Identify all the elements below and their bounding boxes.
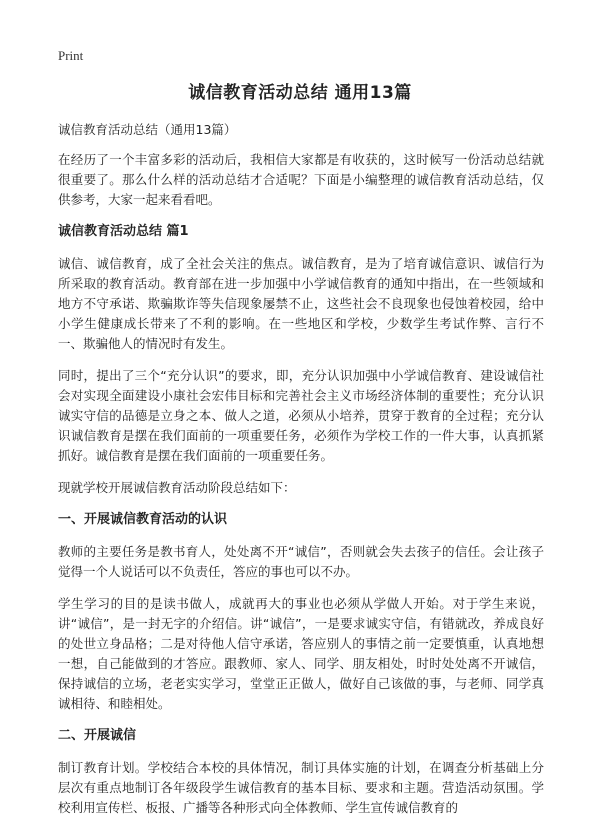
document-body xyxy=(58,120,544,828)
intro-paragraph: 在经历了一个丰富多彩的活动后，我相信大家都是有收获的，这时候写一份活动总结就很重要了。那么什么样的活动总结才合适呢？下面是小编整理的诚信教育活动总结，仅供参考，大家一起来看看吧。 xyxy=(58,152,544,207)
paragraph: 教师的主要任务是教书育人，处处离不开“诚信”，否则就会失去孩子的信任。会让孩子觉得一个人说话可以不负责任，答应的事也可以不办。 xyxy=(58,544,544,579)
paragraph: 现就学校开展诚信教育活动阶段总结如下： xyxy=(58,480,296,495)
document-title: 诚信教育活动总结 通用13篇 xyxy=(188,83,412,103)
paragraph: 制订教育计划。学校结合本校的具体情况，制订具体实施的计划，在调查分析基础上分层次有重点地制订各年级段学生诚信教育的基本目标、要求和主题。营造活动氛围。学校利用宣传栏、板报、广播等各种形式向全体教师、学生宣传诚信教育的 xyxy=(58,760,544,815)
document-subtitle: 诚信教育活动总结（通用13篇） xyxy=(58,122,237,137)
paragraph: 学生学习的目的是读书做人，成就再大的事业也必须从学做人开始。对于学生来说，讲“诚信”，是一封无字的介绍信。讲“诚信”，一是要求诚实守信，有错就改，养成良好的处世立身品格；二是对待他人信守承诺，答应别人的事情之前一定要慎重，认真地想一想，自己能做到的才答应。跟教师、家人、同学、朋友相处，时时处处离不开诚信，保持诚信的立场，老老实实学习，堂堂正正做人，做好自己该做的事，与老师、同学真诚相待、和睦相处。 xyxy=(58,596,544,711)
section-heading-1: 诚信教育活动总结 篇1 xyxy=(58,224,189,239)
print-link[interactable]: Print xyxy=(58,48,84,63)
section-heading-2: 一、开展诚信教育活动的认识 xyxy=(58,512,228,527)
paragraph: 同时，提出了三个“充分认识”的要求，即，充分认识加强中小学诚信教育、建设诚信社会对实现全面建设小康社会宏伟目标和完善社会主义市场经济体制的重要性；充分认识诚实守信的品德是立身之本、做人之道，必须从小培养，贯穿于教育的全过程；充分认识诚信教育是摆在我们面前的一项重要任务，必须作为学校工作的一件大事，认真抓紧抓好。诚信教育是摆在我们面前的一项重要任务。 xyxy=(58,368,544,463)
paragraph: 诚信、诚信教育，成了全社会关注的焦点。诚信教育，是为了培育诚信意识、诚信行为所采取的教育活动。教育部在进一步加强中小学诚信教育的通知中指出，在一些领域和地方不守承诺、欺骗欺诈等失信现象屡禁不止，这些社会不良现象也侵蚀着校园，给中小学生健康成长带来了不利的影响。在一些地区和学校，少数学生考试作弊、言行不一、欺骗他人的情况时有发生。 xyxy=(58,256,544,351)
section-heading-3: 二、开展诚信 xyxy=(58,728,137,743)
